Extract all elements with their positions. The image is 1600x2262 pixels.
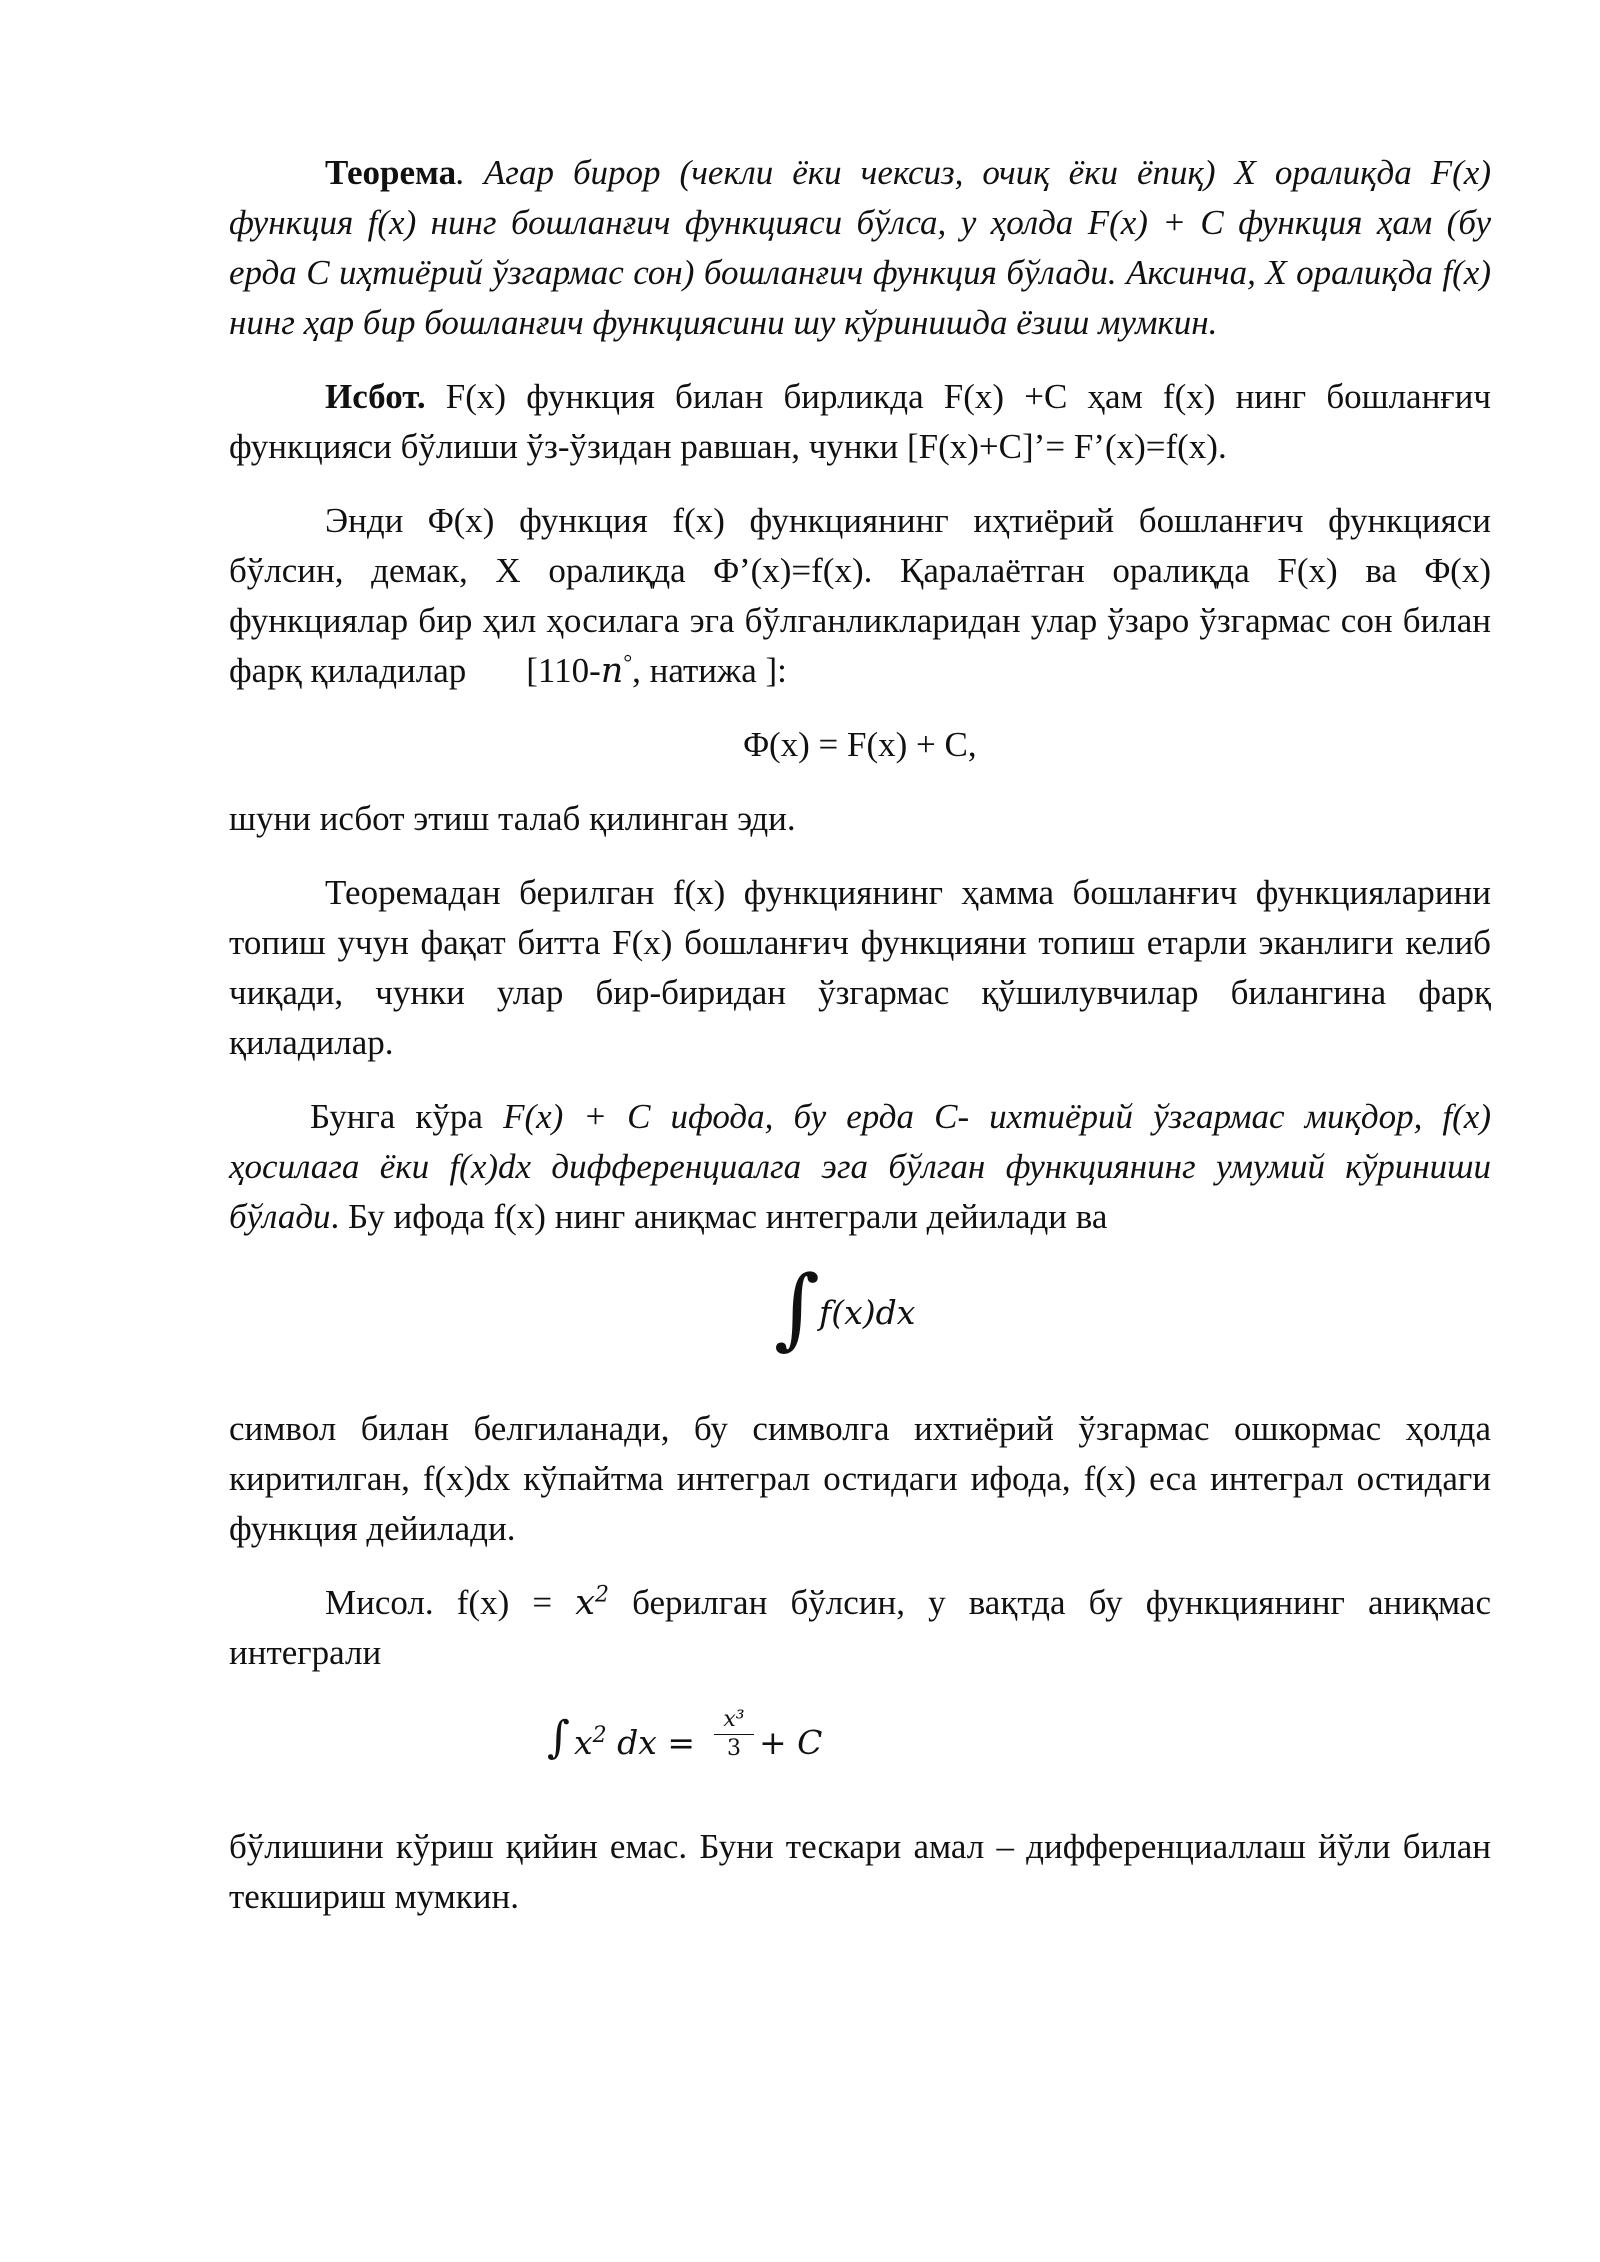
example-integral-sign: ∫	[547, 1712, 570, 1763]
integral-body: f(x)dx	[819, 1293, 916, 1332]
reference	[526, 651, 787, 690]
example-right-side: + C	[759, 1723, 823, 1762]
phi-text: Энди Φ(x) функция f(x) функциянинг иҳтиёрий бошланғич функцияси бўлсин, демак, X оралиқда Φ’(x)=f(x). Қаралаётган оралиқда F(x) ва Φ(x) функциялар бир ҳил ҳосилага эга бўлганликларидан улар ўзаро ўзгармас сон билан фарқ қиладилар	[229, 501, 1491, 690]
theorem-paragraph	[229, 148, 1491, 348]
bunga-paragraph	[229, 1092, 1491, 1242]
example-fraction	[714, 1706, 754, 1763]
final-paragraph: бўлишини кўриш қийин емас. Буни тескари амал – дифференциаллаш йўли билан текшириш мумкин.	[229, 1827, 1491, 1916]
bunga-italic: F(x) + C ифода, бу ерда C- ихтиёрий ўзгармас миқдор, f(x) ҳосилага ёки f(x)dx дифференциалга эга бўлган функциянинг умумий кўриниши бўлади	[229, 1097, 1491, 1236]
phi-paragraph	[229, 496, 1491, 696]
formula-phi: Φ(x) = F(x) + C,	[743, 725, 977, 764]
example-left-rest: dx =	[606, 1723, 695, 1762]
reference-close: , натижа ]:	[632, 651, 787, 690]
example-paragraph	[229, 1578, 1491, 1678]
example-lead: Мисол. f(x) =	[325, 1583, 576, 1622]
reference-open: [110-	[526, 651, 601, 690]
integral-formula	[229, 1256, 1491, 1380]
theorem-label: Теорема	[325, 153, 457, 192]
bunga-tail: . Бу ифода f(x) нинг аниқмас интеграли дейилади ва	[330, 1197, 1108, 1236]
example-exp: 2	[594, 1582, 609, 1608]
example-left-side	[574, 1718, 695, 1768]
example-tail: берилган бўлсин, у вақтда бу функциянинг аниқмас интеграли	[229, 1583, 1491, 1672]
symbol-paragraph: символ билан белгиланади, бу символга ихтиёрий ўзгармас ошкормас ҳолда киритилган, f(x)dx кўпайтма интеграл остидаги ифода, f(x) еса интеграл остидаги функция дейилади.	[229, 1409, 1491, 1548]
theorem-text: . Агар бирор (чекли ёки чексиз, очиқ ёки ёпиқ) X оралиқда F(x) функция f(x) нинг бошланғич функцияси бўлса, у ҳолда F(x) + C функция ҳам (бу ерда C иҳтиёрий ўзгармас сон) бошланғич функция бўлади. Аксинча, X оралиқда f(x) нинг ҳар бир бошланғич функциясини шу кўринишда ёзиш мумкин.	[229, 153, 1491, 342]
example-x: x	[575, 1583, 595, 1623]
integral-sign: ∫	[774, 1256, 820, 1359]
example-left-x: x	[574, 1723, 593, 1762]
theorem-result-paragraph: Теоремадан берилган f(x) функциянинг ҳамма бошланғич функцияларини топиш учун фақат битта F(x) бошланғич функцияни топиш етарли эканлиги келиб чиқади, чунки улар бир-биридан ўзгармас қўшилувчилар билангина фарқ қиладилар.	[229, 873, 1491, 1062]
document-body	[229, 148, 1491, 1922]
proof-paragraph	[229, 372, 1491, 472]
fraction-numerator: x³	[714, 1706, 754, 1735]
example-left-exp: 2	[592, 1723, 607, 1748]
fraction-denominator: 3	[727, 1736, 741, 1761]
reference-n: n	[600, 651, 624, 691]
example-formula	[229, 1698, 1491, 1798]
reference-degree: °	[623, 649, 633, 675]
bunga-lead: Бунга кўра	[310, 1097, 504, 1136]
shuni-paragraph: шуни исбот этиш талаб қилинган эди.	[229, 799, 796, 838]
proof-text: F(x) функция билан бирликда F(x) +C ҳам f(x) нинг бошланғич функцияси бўлиши ўз-ўзидан равшан, чунки [F(x)+C]’= F’(x)=f(x).	[229, 377, 1491, 466]
proof-label: Исбот.	[325, 377, 426, 416]
